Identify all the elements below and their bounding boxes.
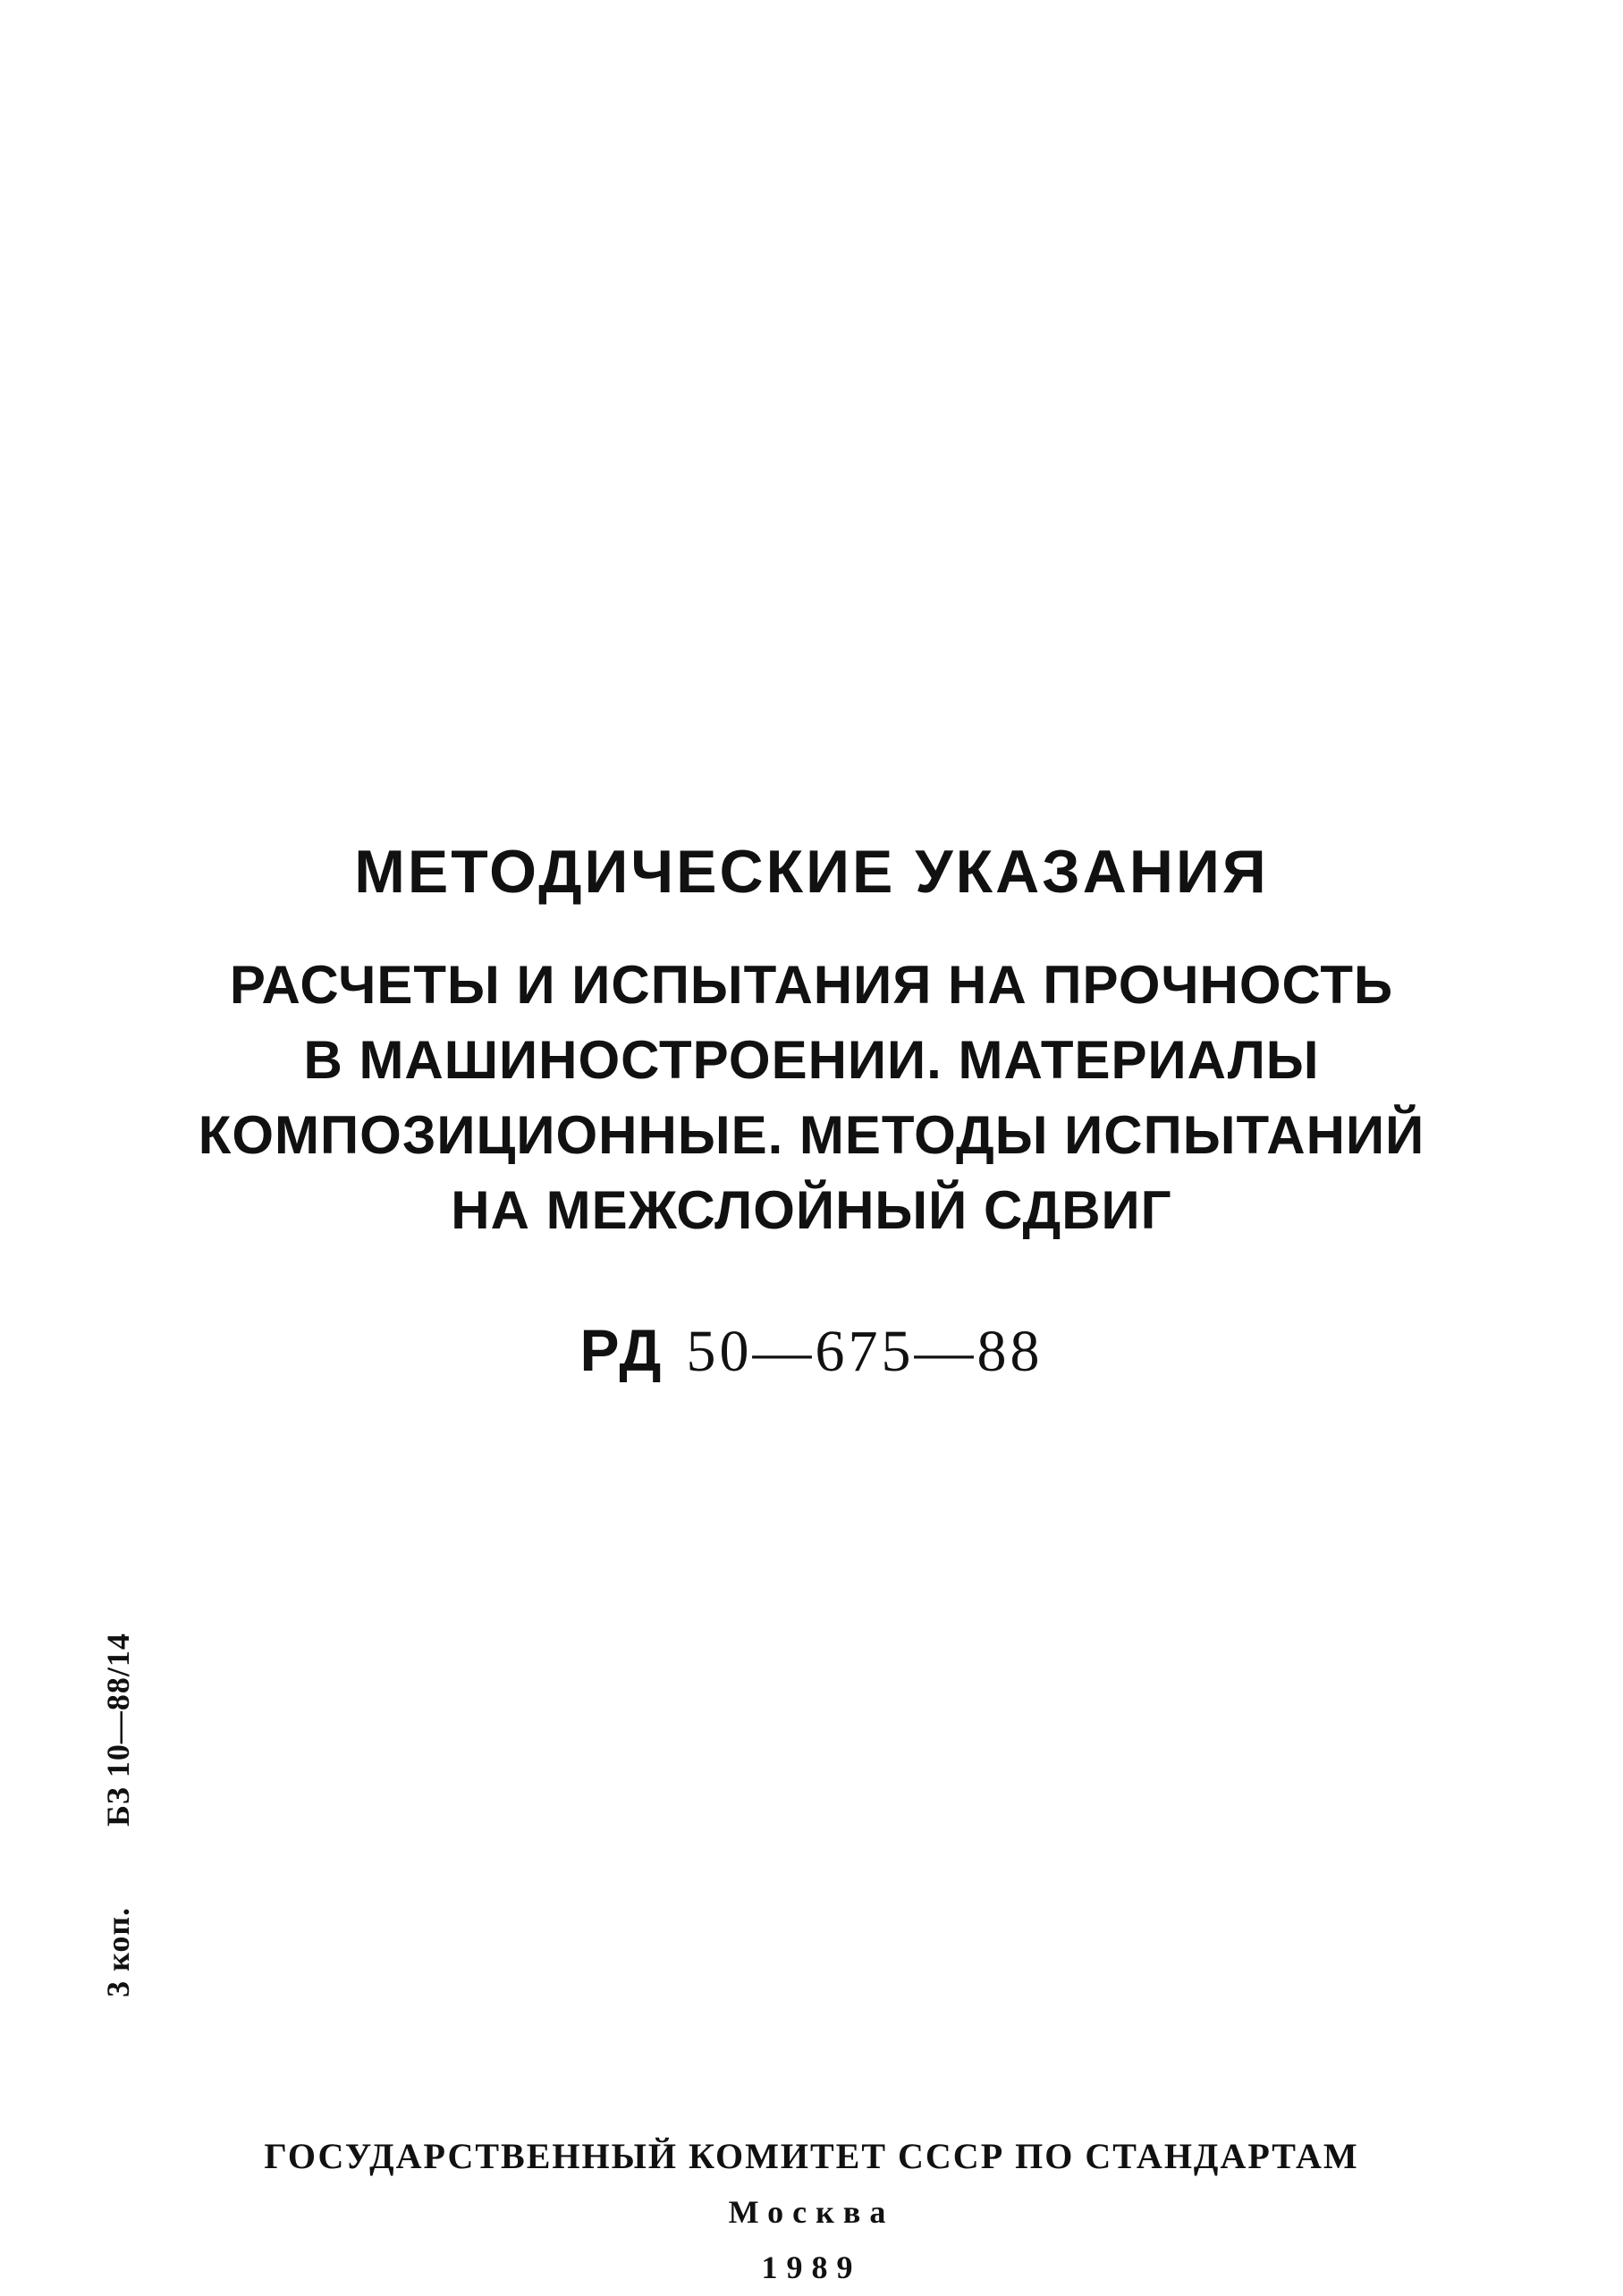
document-code: [0, 1314, 1623, 1388]
publication-year: 1989: [761, 2250, 862, 2285]
side-catalog-number: БЗ 10—88/14: [100, 1633, 136, 1827]
subtitle-line: НА МЕЖСЛОЙНЫЙ СДВИГ: [451, 1180, 1172, 1240]
main-title: МЕТОДИЧЕСКИЕ УКАЗАНИЯ: [354, 838, 1269, 906]
publisher-city: Москва: [728, 2194, 895, 2230]
document-code-number: 50—675—88: [686, 1319, 1044, 1384]
subtitle-line: В МАШИНОСТРОЕНИИ. МАТЕРИАЛЫ: [303, 1030, 1320, 1090]
side-imprint: [82, 1627, 154, 2003]
document-subtitle: [0, 948, 1623, 1248]
publisher-name: ГОСУДАРСТВЕННЫЙ КОМИТЕТ СССР ПО СТАНДАРТАМ: [264, 2136, 1359, 2176]
publisher-block: [0, 2128, 1623, 2296]
side-price: 3 коп.: [100, 1906, 136, 1997]
subtitle-line: РАСЧЕТЫ И ИСПЫТАНИЯ НА ПРОЧНОСТЬ: [229, 955, 1394, 1015]
document-code-prefix: РД: [579, 1317, 665, 1383]
subtitle-line: КОМПОЗИЦИОННЫЕ. МЕТОДЫ ИСПЫТАНИЙ: [198, 1105, 1425, 1165]
